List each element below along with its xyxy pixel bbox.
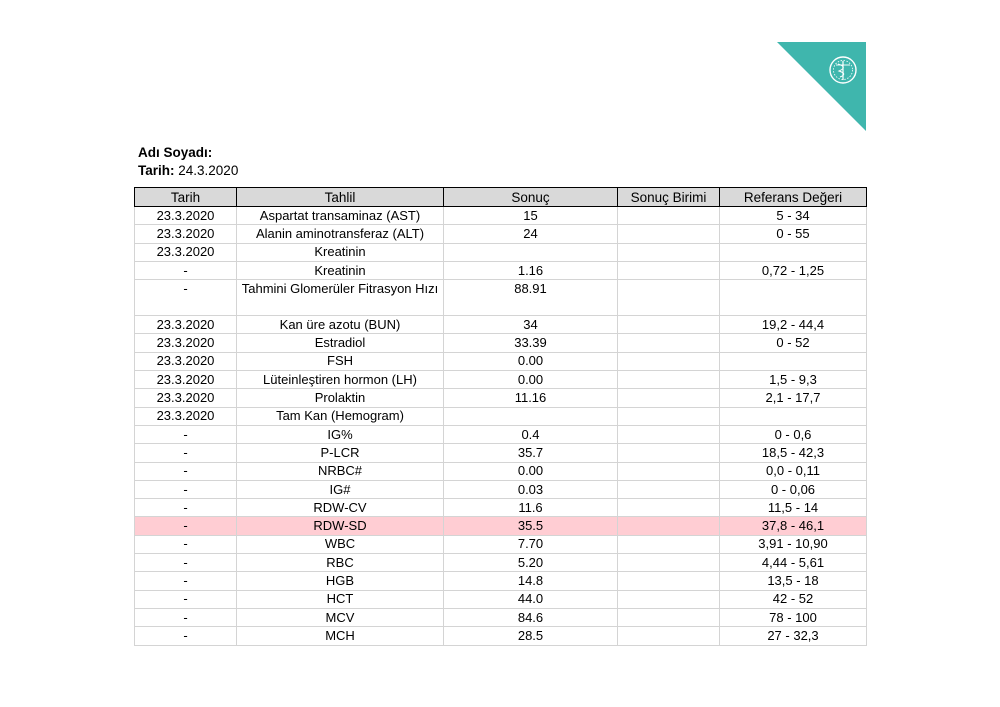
header-reference: Referans Değeri <box>720 188 867 207</box>
cell-unit <box>618 207 720 225</box>
cell-test: Kreatinin <box>237 261 444 279</box>
patient-name-line <box>138 144 212 161</box>
table-row <box>135 407 867 425</box>
table-row <box>135 590 867 608</box>
cell-result: 0.00 <box>444 352 618 370</box>
table-row <box>135 280 867 316</box>
cell-reference: 0,72 - 1,25 <box>720 261 867 279</box>
cell-result: 33.39 <box>444 334 618 352</box>
cell-date: - <box>135 261 237 279</box>
table-row <box>135 207 867 225</box>
cell-result: 11.6 <box>444 499 618 517</box>
cell-result: 35.7 <box>444 444 618 462</box>
cell-result: 15 <box>444 207 618 225</box>
cell-test: RDW-SD <box>237 517 444 535</box>
cell-unit <box>618 407 720 425</box>
cell-date: - <box>135 280 237 316</box>
cell-date: - <box>135 572 237 590</box>
cell-reference: 5 - 34 <box>720 207 867 225</box>
table-row <box>135 352 867 370</box>
cell-date: - <box>135 425 237 443</box>
cell-reference: 0 - 0,6 <box>720 425 867 443</box>
header-date: Tarih <box>135 188 237 207</box>
cell-reference <box>720 280 867 316</box>
cell-result: 88.91 <box>444 280 618 316</box>
cell-unit <box>618 480 720 498</box>
cell-unit <box>618 535 720 553</box>
table-row <box>135 316 867 334</box>
table-row-flagged <box>135 517 867 535</box>
cell-reference: 19,2 - 44,4 <box>720 316 867 334</box>
table-row <box>135 444 867 462</box>
cell-unit <box>618 608 720 626</box>
cell-result: 1.16 <box>444 261 618 279</box>
table-row <box>135 535 867 553</box>
cell-result: 34 <box>444 316 618 334</box>
cell-reference: 0 - 52 <box>720 334 867 352</box>
cell-date: - <box>135 608 237 626</box>
cell-date: 23.3.2020 <box>135 316 237 334</box>
cell-date: 23.3.2020 <box>135 243 237 261</box>
table-row <box>135 225 867 243</box>
cell-unit <box>618 462 720 480</box>
cell-result: 35.5 <box>444 517 618 535</box>
cell-unit <box>618 334 720 352</box>
table-row <box>135 389 867 407</box>
cell-test: MCH <box>237 627 444 645</box>
cell-date: - <box>135 554 237 572</box>
cell-date: - <box>135 462 237 480</box>
table-row <box>135 334 867 352</box>
cell-reference: 3,91 - 10,90 <box>720 535 867 553</box>
cell-date: - <box>135 480 237 498</box>
cell-date: 23.3.2020 <box>135 352 237 370</box>
cell-result: 84.6 <box>444 608 618 626</box>
cell-test: IG% <box>237 425 444 443</box>
cell-date: 23.3.2020 <box>135 225 237 243</box>
cell-unit <box>618 243 720 261</box>
table-row <box>135 499 867 517</box>
cell-reference <box>720 407 867 425</box>
cell-result: 11.16 <box>444 389 618 407</box>
cell-result: 44.0 <box>444 590 618 608</box>
cell-test: IG# <box>237 480 444 498</box>
cell-result: 28.5 <box>444 627 618 645</box>
cell-reference: 0,0 - 0,11 <box>720 462 867 480</box>
report-date-line <box>138 162 238 179</box>
table-row <box>135 425 867 443</box>
cell-test: Kan üre azotu (BUN) <box>237 316 444 334</box>
cell-date: - <box>135 627 237 645</box>
cell-date: - <box>135 444 237 462</box>
cell-date: 23.3.2020 <box>135 207 237 225</box>
cell-test: NRBC# <box>237 462 444 480</box>
cell-test: Lüteinleştiren hormon (LH) <box>237 371 444 389</box>
cell-reference: 27 - 32,3 <box>720 627 867 645</box>
table-row <box>135 462 867 480</box>
cell-test: Prolaktin <box>237 389 444 407</box>
cell-date: - <box>135 517 237 535</box>
cell-test: WBC <box>237 535 444 553</box>
table-row <box>135 627 867 645</box>
cell-date: - <box>135 590 237 608</box>
report-date-label: Tarih: <box>138 163 175 178</box>
cell-result: 5.20 <box>444 554 618 572</box>
table-row <box>135 572 867 590</box>
table-row <box>135 371 867 389</box>
cell-unit <box>618 499 720 517</box>
cell-result: 0.03 <box>444 480 618 498</box>
table-row <box>135 554 867 572</box>
table-row <box>135 480 867 498</box>
cell-unit <box>618 389 720 407</box>
cell-test: Alanin aminotransferaz (ALT) <box>237 225 444 243</box>
cell-test: MCV <box>237 608 444 626</box>
cell-result <box>444 407 618 425</box>
cell-result <box>444 243 618 261</box>
cell-test: RBC <box>237 554 444 572</box>
cell-unit <box>618 572 720 590</box>
cell-result: 0.00 <box>444 462 618 480</box>
lab-results-table <box>134 187 867 646</box>
cell-result: 7.70 <box>444 535 618 553</box>
patient-name-label: Adı Soyadı: <box>138 145 213 160</box>
ministry-emblem-icon <box>777 42 866 131</box>
cell-date: 23.3.2020 <box>135 371 237 389</box>
cell-unit <box>618 627 720 645</box>
cell-date: 23.3.2020 <box>135 407 237 425</box>
cell-reference <box>720 243 867 261</box>
cell-reference: 1,5 - 9,3 <box>720 371 867 389</box>
report-date-value: 24.3.2020 <box>178 163 239 178</box>
cell-reference: 2,1 - 17,7 <box>720 389 867 407</box>
cell-result: 0.4 <box>444 425 618 443</box>
cell-date: - <box>135 499 237 517</box>
cell-result: 14.8 <box>444 572 618 590</box>
cell-unit <box>618 280 720 316</box>
cell-unit <box>618 225 720 243</box>
cell-date: 23.3.2020 <box>135 389 237 407</box>
cell-test: P-LCR <box>237 444 444 462</box>
table-row <box>135 608 867 626</box>
cell-result: 24 <box>444 225 618 243</box>
cell-reference: 42 - 52 <box>720 590 867 608</box>
cell-reference: 13,5 - 18 <box>720 572 867 590</box>
cell-unit <box>618 517 720 535</box>
header-test: Tahlil <box>237 188 444 207</box>
cell-test: RDW-CV <box>237 499 444 517</box>
cell-reference <box>720 352 867 370</box>
cell-reference: 37,8 - 46,1 <box>720 517 867 535</box>
table-header-row <box>135 188 867 207</box>
cell-test: Estradiol <box>237 334 444 352</box>
cell-test: HCT <box>237 590 444 608</box>
cell-date: - <box>135 535 237 553</box>
cell-test: HGB <box>237 572 444 590</box>
cell-unit <box>618 590 720 608</box>
cell-unit <box>618 554 720 572</box>
cell-unit <box>618 316 720 334</box>
cell-reference: 11,5 - 14 <box>720 499 867 517</box>
cell-unit <box>618 261 720 279</box>
cell-test: FSH <box>237 352 444 370</box>
cell-reference: 4,44 - 5,61 <box>720 554 867 572</box>
cell-test: Aspartat transaminaz (AST) <box>237 207 444 225</box>
cell-reference: 18,5 - 42,3 <box>720 444 867 462</box>
cell-unit <box>618 425 720 443</box>
header-result: Sonuç <box>444 188 618 207</box>
cell-test: Tam Kan (Hemogram) <box>237 407 444 425</box>
cell-unit <box>618 352 720 370</box>
cell-unit <box>618 444 720 462</box>
cell-reference: 0 - 55 <box>720 225 867 243</box>
cell-reference: 78 - 100 <box>720 608 867 626</box>
cell-unit <box>618 371 720 389</box>
cell-date: 23.3.2020 <box>135 334 237 352</box>
table-row <box>135 243 867 261</box>
table-row <box>135 261 867 279</box>
cell-test: Kreatinin <box>237 243 444 261</box>
header-unit: Sonuç Birimi <box>618 188 720 207</box>
cell-test: Tahmini Glomerüler Fitrasyon Hızı <box>237 280 444 316</box>
cell-result: 0.00 <box>444 371 618 389</box>
cell-reference: 0 - 0,06 <box>720 480 867 498</box>
